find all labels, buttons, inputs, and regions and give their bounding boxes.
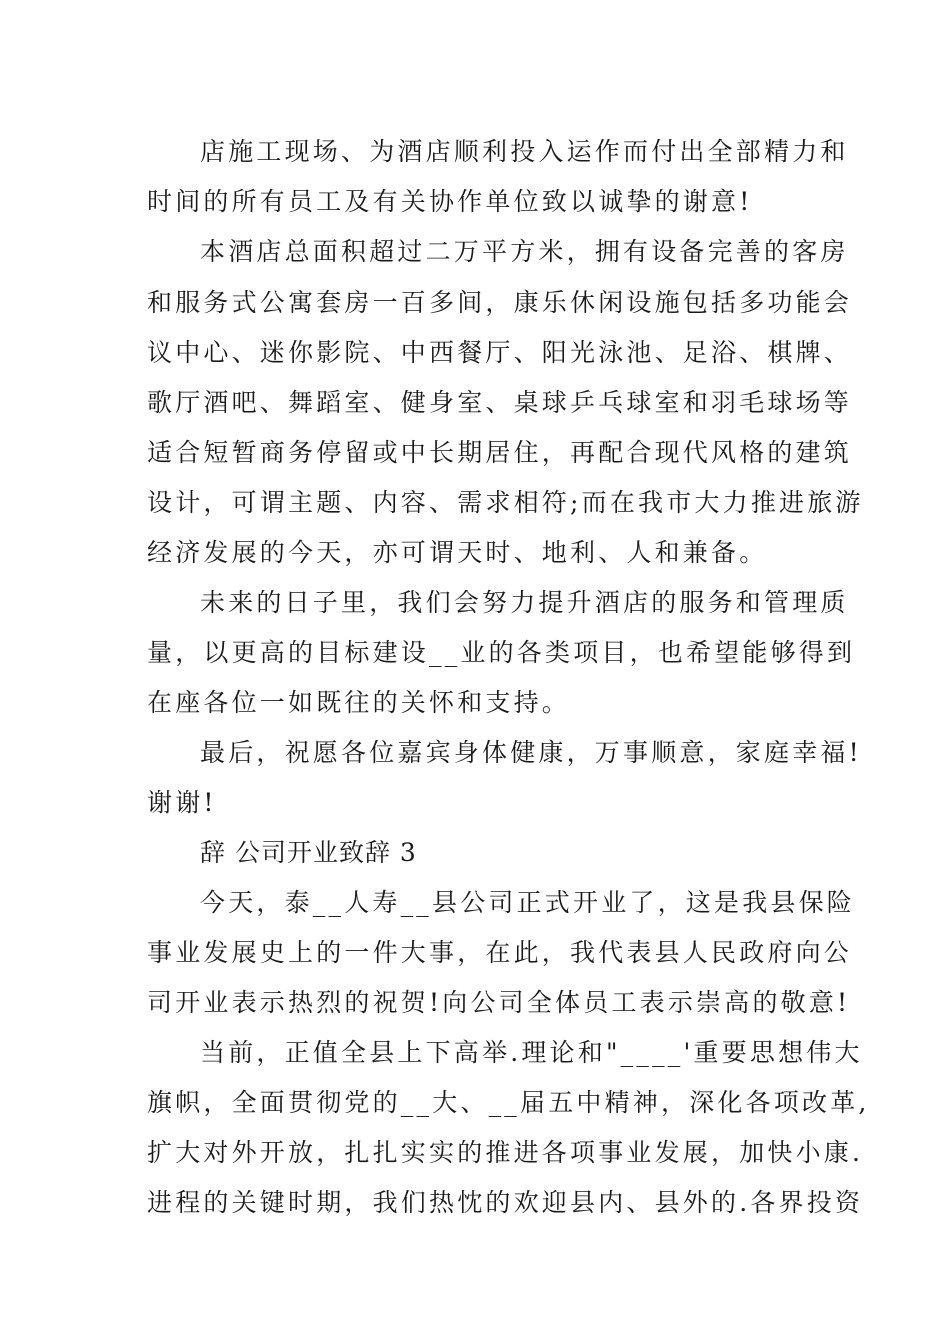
paragraph-line: 旗帜，全面贯彻党的__大、__届五中精神，深化各项改革, xyxy=(147,1088,870,1117)
paragraph-line: 今天，泰__人寿__县公司正式开业了，这是我县保险 xyxy=(200,888,856,917)
paragraph-line: 在座各位一如既往的关怀和支持。 xyxy=(147,688,571,717)
paragraph-line: 本酒店总面积超过二万平方米，拥有设备完善的客房 xyxy=(200,237,849,266)
section-heading: 辞 公司开业致辞 3 xyxy=(200,838,417,867)
paragraph-line: 事业发展史上的一件大事，在此，我代表县人民政府向公 xyxy=(147,938,853,967)
paragraph-line: 谢谢! xyxy=(147,788,217,817)
paragraph-line: 最后，祝愿各位嘉宾身体健康，万事顺意，家庭幸福! xyxy=(200,738,862,767)
paragraph-line: 经济发展的今天，亦可谓天时、地利、人和兼备。 xyxy=(147,538,768,567)
paragraph-line: 和服务式公寓套房一百多间，康乐休闲设施包括多功能会 xyxy=(147,288,853,317)
paragraph-line: 未来的日子里，我们会努力提升酒店的服务和管理质 xyxy=(200,588,849,617)
paragraph-line: 时间的所有员工及有关协作单位致以诚挚的谢意! xyxy=(147,187,753,216)
paragraph-line: 进程的关键时期，我们热忱的欢迎县内、县外的.各界投资 xyxy=(147,1188,864,1217)
paragraph-line: 量，以更高的目标建设__业的各类项目，也希望能够得到 xyxy=(147,638,856,667)
paragraph-line: 议中心、迷你影院、中西餐厅、阳光泳池、足浴、棋牌、 xyxy=(147,338,853,367)
paragraph-line: 当前，正值全县上下高举.理论和"____'重要思想伟大 xyxy=(200,1038,863,1067)
paragraph-line: 司开业表示热烈的祝贺!向公司全体员工表示崇高的敬意! xyxy=(147,988,851,1017)
paragraph-line: 扩大对外开放，扎扎实实的推进各项事业发展，加快小康. xyxy=(147,1138,864,1167)
paragraph-line: 设计，可谓主题、内容、需求相符;而在我市大力推进旅游 xyxy=(147,488,864,517)
paragraph-line: 适合短暂商务停留或中长期居住，再配合现代风格的建筑 xyxy=(147,438,853,467)
paragraph-line: 店施工现场、为酒店顺利投入运作而付出全部精力和 xyxy=(200,137,849,166)
paragraph-line: 歌厅酒吧、舞蹈室、健身室、桌球乒乓球室和羽毛球场等 xyxy=(147,388,853,417)
